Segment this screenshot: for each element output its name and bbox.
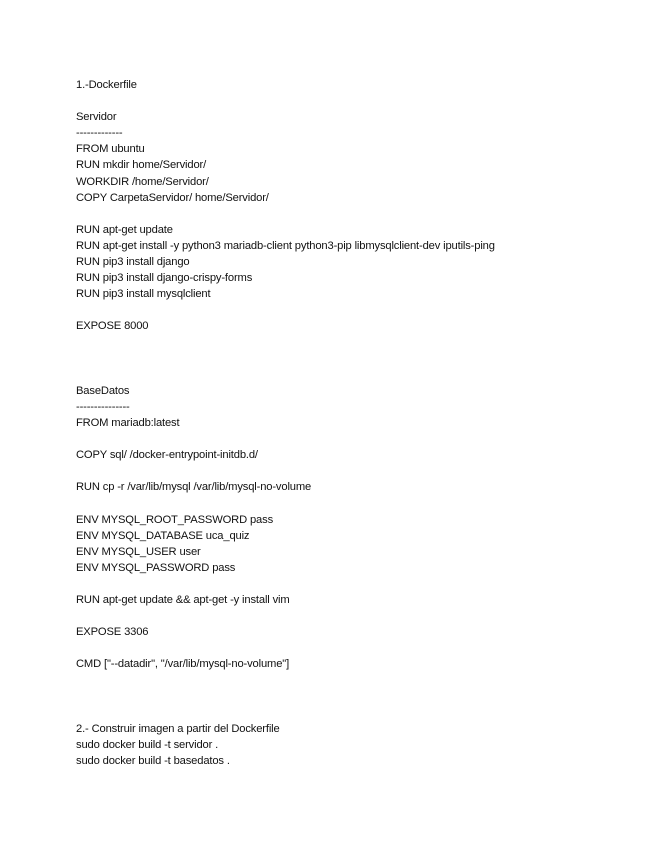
text-line: RUN apt-get update [76,223,173,236]
text-line: RUN apt-get update && apt-get -y install vim [76,594,290,606]
text-line: ------------- [76,127,123,140]
blank-line [76,335,636,351]
text-line: CMD ["--datadir", "/var/lib/mysql-no-volume"] [76,658,290,671]
text-line: RUN apt-get install -y python3 mariadb-client python3-pip libmysqlclient-dev iputils-ping [76,239,495,252]
blank-line [76,351,636,367]
text-line: RUN pip3 install django [76,256,190,269]
blank-line [76,93,636,109]
blank-line [76,302,636,318]
blank-line [76,672,636,688]
text-line: --------------- [76,400,130,413]
text-line: 2.- Construir imagen a partir del Dockerfile [76,722,280,735]
text-line: COPY CarpetaServidor/ home/Servidor/ [76,191,269,204]
blank-line [76,576,636,592]
text-line: ENV MYSQL_USER user [76,545,201,558]
text-line: sudo docker build -t basedatos . [76,754,230,767]
text-line: Servidor [76,111,117,124]
text-line: FROM mariadb:latest [76,416,180,429]
blank-line [76,689,636,705]
text-line: WORKDIR /home/Servidor/ [76,175,209,188]
text-line: COPY sql/ /docker-entrypoint-initdb.d/ [76,449,258,462]
text-line: EXPOSE 8000 [76,320,149,333]
blank-line [76,431,636,447]
text-line: BaseDatos [76,384,130,397]
blank-line [76,495,636,511]
text-line: RUN mkdir home/Servidor/ [76,159,207,172]
text-line: EXPOSE 3306 [76,626,149,639]
blank-line [76,463,636,479]
blank-line [76,206,636,222]
text-line: ENV MYSQL_PASSWORD pass [76,561,236,574]
text-line: ENV MYSQL_DATABASE uca_quiz [76,529,250,542]
text-line: 1.-Dockerfile [76,79,137,91]
blank-line [76,705,636,721]
blank-line [76,367,636,383]
text-line: RUN cp -r /var/lib/mysql /var/lib/mysql-no-volume [76,481,312,494]
document-page [76,77,636,769]
text-line: RUN pip3 install mysqlclient [76,288,211,301]
blank-line [76,640,636,656]
text-line: FROM ubuntu [76,143,145,156]
text-line: ENV MYSQL_ROOT_PASSWORD pass [76,513,274,526]
text-line: RUN pip3 install django-crispy-forms [76,272,253,285]
blank-line [76,608,636,624]
text-line: sudo docker build -t servidor . [76,738,219,751]
